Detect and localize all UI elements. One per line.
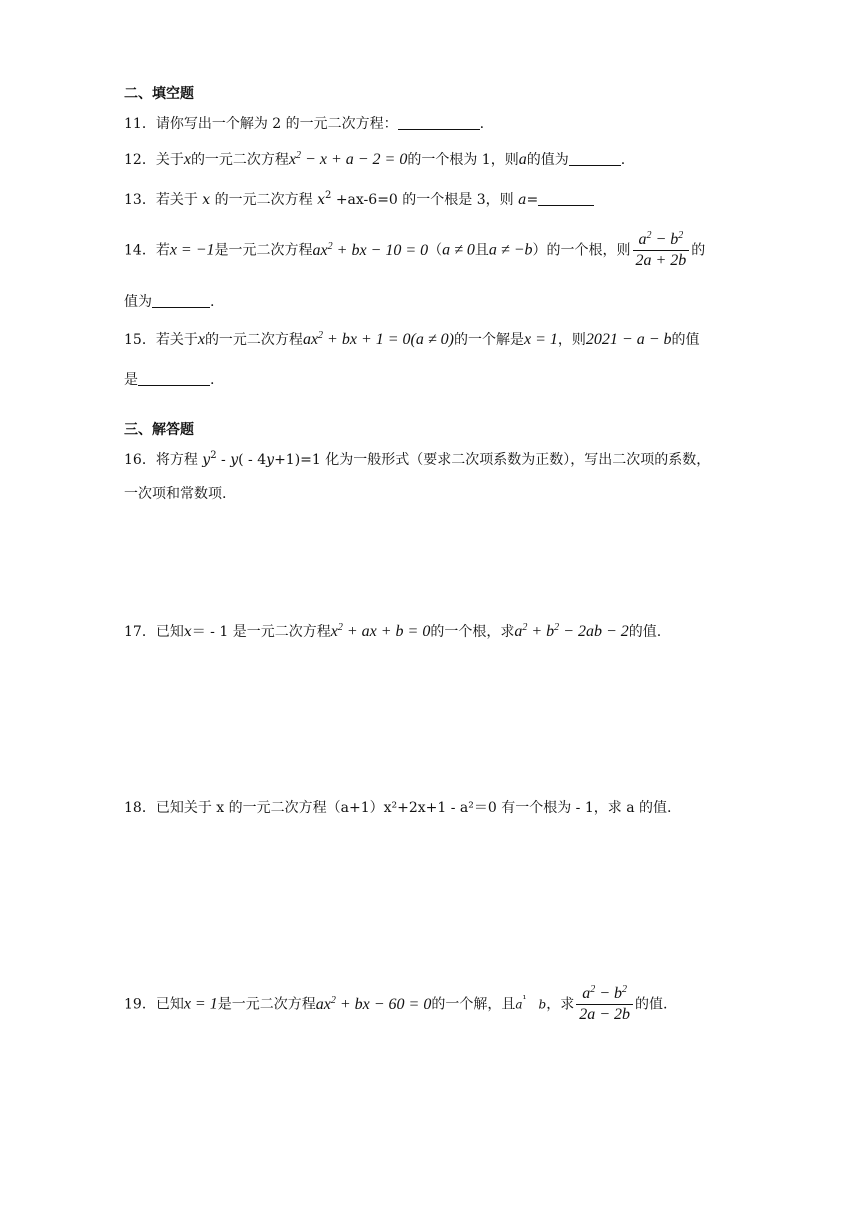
- text: 的一个解是: [453, 332, 524, 348]
- eq-part: ax: [312, 241, 328, 259]
- eq-part: +ax-6=0: [331, 192, 398, 208]
- text: 的一个解，且: [431, 996, 516, 1013]
- eq-part: a: [638, 231, 647, 248]
- text: 的一元二次方程: [190, 152, 289, 168]
- eq-part: − b: [595, 985, 622, 1002]
- text: 的值.: [635, 996, 668, 1013]
- condition: a ≠ −b: [488, 241, 533, 259]
- exponent: 2: [296, 150, 302, 161]
- eq-part: (a ≠ 0): [410, 331, 454, 348]
- eq-part: ax: [302, 331, 319, 348]
- text: 的一个根，求: [430, 624, 515, 640]
- eq-part: + bx − 60 = 0: [335, 995, 432, 1013]
- question-number: 14．: [124, 242, 156, 259]
- condition: x = −1: [169, 241, 215, 259]
- period: .: [479, 116, 485, 132]
- question-number: 12．: [124, 152, 156, 168]
- question-number: 16．: [124, 452, 156, 468]
- exponent: 2: [318, 330, 324, 341]
- question-number: 13．: [124, 192, 156, 208]
- math-var: y: [202, 452, 211, 468]
- answer-blank: [152, 293, 210, 308]
- text: 的一个根是 3，则: [397, 192, 519, 208]
- question-number: 19．: [124, 996, 156, 1013]
- eq-part: a=: [518, 192, 539, 208]
- question-15-line-2: [124, 370, 214, 390]
- equation: [303, 331, 454, 348]
- exponent: 2: [327, 240, 333, 252]
- section-heading-fill-in: 二、填空题: [124, 86, 194, 102]
- eq-part: − 2ab − 2: [559, 623, 629, 640]
- eq-part: x: [317, 192, 325, 208]
- condition: a ≠ 0: [442, 241, 475, 259]
- text: 是一元二次方程: [214, 242, 313, 259]
- fraction-denominator: 2a − 2b: [579, 1006, 630, 1023]
- question-12: [124, 150, 625, 170]
- eq-part: ax: [315, 995, 331, 1013]
- text: 若关于: [155, 192, 203, 208]
- text: 的值.: [628, 624, 662, 640]
- exponent: 2: [337, 622, 343, 633]
- section-heading-solve: 三、解答题: [124, 422, 194, 438]
- text: ，则: [557, 332, 586, 348]
- question-15: [124, 330, 699, 350]
- math-var: x: [183, 624, 192, 640]
- text: +1)=1 化为一般形式（要求二次项系数为正数），写出二次项的系数，: [274, 452, 711, 468]
- math-var: x: [197, 331, 205, 348]
- equation: [313, 242, 429, 259]
- question-text: 请你写出一个解为 2 的一元二次方程：: [155, 116, 398, 132]
- text: 值为: [124, 294, 152, 310]
- exponent: 2: [325, 190, 332, 201]
- question-17: [124, 622, 661, 642]
- text: 是: [124, 372, 138, 388]
- exponent: 2: [330, 994, 336, 1006]
- math-var: y: [230, 452, 239, 468]
- question-number: 15．: [124, 332, 156, 348]
- question-16: [124, 450, 710, 470]
- exponent: 2: [678, 230, 684, 241]
- question-16-line-2: 一次项和常数项.: [124, 486, 227, 502]
- expression: [514, 623, 628, 640]
- eq-part: + bx − 10 = 0: [332, 241, 429, 259]
- text: 的一个根为 1，则: [407, 152, 519, 168]
- exponent: 2: [210, 450, 217, 461]
- exponent: 2: [590, 984, 596, 995]
- equation: [331, 623, 431, 640]
- question-14-line-2: [124, 292, 214, 312]
- question-number: 11．: [124, 116, 156, 132]
- text: 的一元二次方程: [204, 332, 303, 348]
- math-var: b: [538, 997, 547, 1012]
- math-var: x: [202, 192, 211, 208]
- math-var: a: [518, 151, 527, 168]
- exponent: 2: [522, 622, 528, 633]
- text: ）的一个根，则: [532, 242, 631, 259]
- text: 关于: [155, 152, 184, 168]
- question-number: 18．: [124, 800, 156, 816]
- fraction-denominator: 2a + 2b: [635, 252, 687, 269]
- question-13: [124, 190, 594, 210]
- eq-part: + ax + b = 0: [342, 623, 431, 640]
- text: 且: [474, 242, 489, 259]
- math-var: y: [266, 452, 275, 468]
- math-var: a: [515, 997, 523, 1012]
- text: ＝ - 1 是一元二次方程: [191, 624, 331, 640]
- neq-symbol: ¹: [522, 994, 527, 1006]
- fraction-numerator: [633, 230, 690, 251]
- equation: [289, 151, 407, 168]
- exponent: 2: [554, 622, 560, 633]
- question-11: [124, 114, 484, 134]
- exponent: 2: [622, 984, 627, 995]
- text: ( - 4: [238, 452, 267, 468]
- text: 已知: [155, 996, 184, 1013]
- text: 的: [691, 242, 706, 259]
- answer-blank: [138, 371, 210, 386]
- question-number: 17．: [124, 624, 156, 640]
- answer-blank: [569, 151, 621, 166]
- text: 的一元二次方程: [210, 192, 318, 208]
- fraction-numerator: [576, 984, 633, 1005]
- eq-part: x: [288, 151, 297, 168]
- eq-part: + bx + 1 = 0: [323, 331, 411, 348]
- text: ，求: [546, 996, 575, 1013]
- eq-part: − x + a − 2 = 0: [301, 151, 408, 168]
- period: .: [210, 294, 215, 310]
- equation: [316, 996, 432, 1013]
- solution: x = 1: [523, 331, 558, 348]
- text: 是一元二次方程: [217, 996, 316, 1013]
- eq-part: a: [582, 985, 591, 1002]
- condition: x = 1: [183, 995, 218, 1013]
- fraction: [576, 984, 633, 1025]
- text: 的值: [671, 332, 700, 348]
- text: 若关于: [155, 332, 198, 348]
- expression: 2021 − a − b: [585, 331, 672, 348]
- period: .: [620, 152, 626, 168]
- fraction: [633, 230, 690, 271]
- eq-part: x: [330, 623, 338, 640]
- eq-part: − b: [651, 231, 679, 248]
- answer-blank: [398, 115, 480, 130]
- eq-part: + b: [527, 623, 555, 640]
- question-18: [124, 798, 671, 818]
- eq-part: a: [514, 623, 523, 640]
- text: 的值为: [526, 152, 569, 168]
- answer-blank: [538, 191, 594, 206]
- period: .: [210, 372, 215, 388]
- text: （: [428, 242, 443, 259]
- text: -: [216, 452, 231, 468]
- text: 将方程: [155, 452, 203, 468]
- exponent: 2: [646, 230, 652, 241]
- text: 已知: [155, 624, 184, 640]
- math-var: x: [183, 151, 191, 168]
- question-19: [124, 984, 667, 1025]
- text: 若: [155, 242, 170, 259]
- question-text: 已知关于 x 的一元二次方程（a+1）x²+2x+1 - a²＝0 有一个根为 - 1，求 a 的值.: [155, 800, 672, 816]
- question-14: [124, 230, 705, 271]
